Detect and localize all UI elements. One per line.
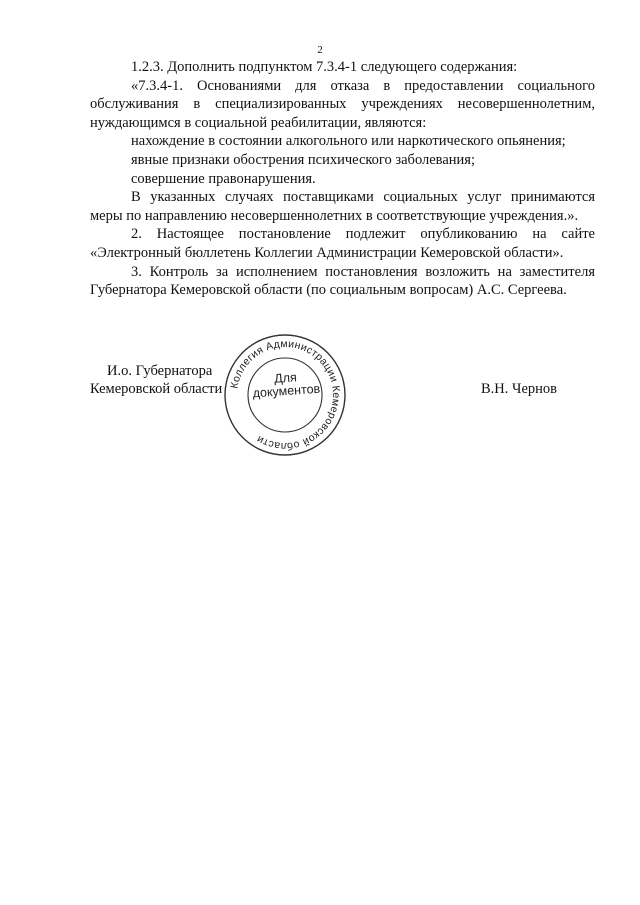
- paragraph-control: 3. Контроль за исполнением постановления возложить на заместителя Губернатора Кемеровской области (по социальным вопросам) А.С. Сергеева.: [90, 263, 595, 299]
- list-item-intoxication: нахождение в состоянии алкогольного или наркотического опьянения;: [131, 133, 566, 150]
- paragraph-grounds: «7.3.4-1. Основаниями для отказа в предоставлении социального обслуживания в специализированных учреждениях несовершеннолетним, нуждающимся в социальной реабилитации, являются:: [90, 77, 595, 131]
- stamp-center-text: [245, 369, 327, 401]
- paragraph-publication: 2. Настоящее постановление подлежит опубликованию на сайте «Электронный бюллетень Коллегии Администрации Кемеровской области».: [90, 226, 595, 261]
- list-item-mental-illness: явные признаки обострения психического заболевания;: [131, 151, 475, 168]
- signatory-region: Кемеровской области: [90, 381, 223, 397]
- stamp-ring-textpath: Коллегия Администрации Кемеровской области: [228, 337, 343, 453]
- list-item-offense: совершение правонарушения.: [131, 170, 316, 187]
- page-number: 2: [317, 44, 323, 56]
- stamp-center-line1: Для: [273, 370, 298, 386]
- document-body: [90, 58, 595, 300]
- signatory-title: И.о. Губернатора: [107, 363, 213, 379]
- signatory-name: В.Н. Чернов: [481, 381, 557, 397]
- paragraph-subclause: 1.2.3. Дополнить подпунктом 7.3.4-1 следующего содержания:: [131, 59, 518, 75]
- paragraph-measures: В указанных случаях поставщиками социальных услуг принимаются меры по направлению несовершеннолетних в соответствующие учреждения.».: [90, 189, 595, 224]
- stamp-center-line2: документов: [252, 381, 321, 401]
